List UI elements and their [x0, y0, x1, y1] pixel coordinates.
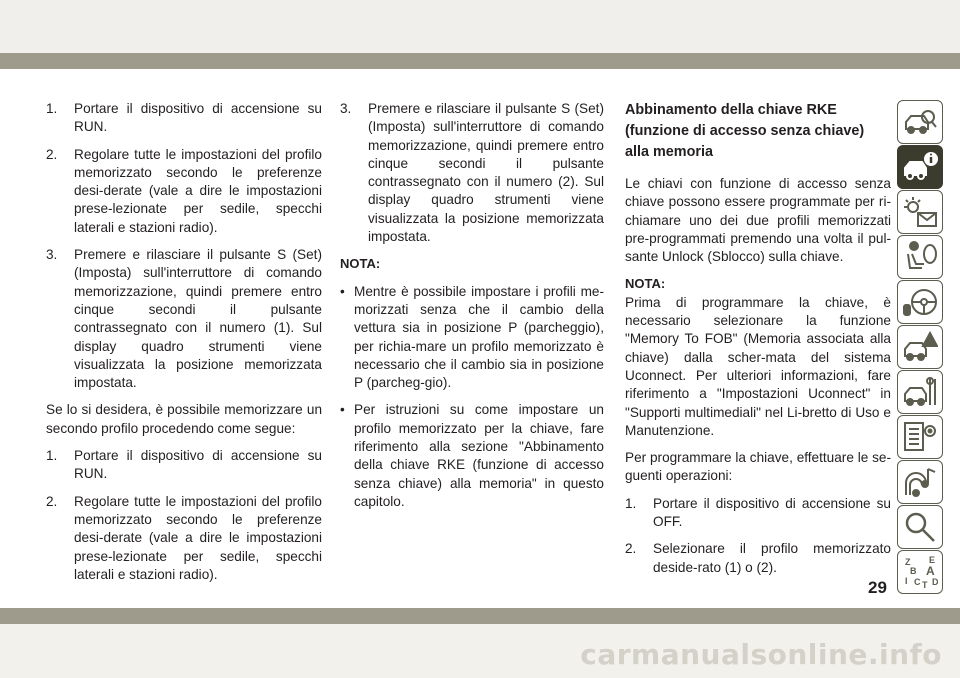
- step-text: Portare il dispositivo di accensione su RUN.: [74, 448, 322, 482]
- section-heading: Abbinamento della chiave RKE (funzione di accesso senza chiave) alla memoria: [625, 102, 865, 160]
- step-item: [625, 540, 891, 577]
- tab-search[interactable]: [897, 505, 943, 549]
- steps-list-b: [46, 447, 322, 584]
- tab-car-tools[interactable]: [897, 370, 943, 414]
- step-item: [46, 447, 322, 484]
- multimedia-icon: [902, 465, 938, 499]
- index-letter: T: [922, 580, 928, 589]
- step-number: 2.: [625, 541, 637, 557]
- bullet-item: [340, 401, 604, 511]
- step-item: [625, 495, 891, 532]
- bullet-mark: •: [340, 402, 345, 418]
- steering-wheel-icon: [902, 285, 938, 319]
- paragraph: Le chiavi con funzione di accesso senza chiave possono essere programmate per ri-chiamare uno dei due profili memorizzati pre-programmati premendo una volta il pul-sante Unlock (Sblocco) sulla chiave.: [625, 176, 891, 265]
- note-title: NOTA:: [625, 276, 666, 292]
- steps-list-a: [46, 100, 322, 392]
- header-rule: [0, 53, 960, 69]
- bullet-item: [340, 283, 604, 393]
- footer-rule: [0, 608, 960, 624]
- tab-car-search[interactable]: [897, 100, 943, 144]
- column-middle: [340, 100, 604, 520]
- tab-light-message[interactable]: [897, 190, 943, 234]
- tab-hazard-warning[interactable]: [897, 325, 943, 369]
- note-text: Prima di programmare la chiave, è necessario selezionare la funzione "Memory To FOB" (Memoria associata alla chiave) dalla scher-mata del sistema Uconnect. Per ulteriori informazioni, fare riferimento a "Impostazioni Uconnect" in "Supporti multimediali" nel Li-bretto di Uso e Manutenzione.: [625, 294, 891, 438]
- bullet-mark: •: [340, 283, 345, 299]
- step-number: 1.: [625, 495, 637, 511]
- tab-steering-wheel[interactable]: [897, 280, 943, 324]
- note-title: NOTA:: [340, 256, 381, 272]
- column-left: [46, 100, 322, 593]
- step-number: 3.: [340, 101, 352, 116]
- index-letter: I: [905, 576, 908, 586]
- step-item: [340, 100, 604, 246]
- tab-multimedia[interactable]: [897, 460, 943, 504]
- step-number: 2.: [46, 493, 58, 509]
- column-right: [625, 100, 891, 586]
- step-item: [46, 146, 322, 237]
- seat-airbag-icon: [902, 240, 938, 274]
- step-item: [46, 246, 322, 392]
- index-letter: C: [914, 577, 921, 587]
- steps-list-d: [625, 495, 891, 577]
- index-letter: A: [926, 564, 935, 578]
- step-item: [46, 100, 322, 137]
- step-number: 2.: [46, 146, 58, 162]
- hazard-warning-icon: [902, 330, 938, 364]
- step-text: Portare il dispositivo di accensione su OFF.: [653, 495, 891, 530]
- step-number: 3.: [46, 247, 58, 263]
- step-text: Regolare tutte le impostazioni del profilo memorizzato secondo le preferenze desi-derate (vale a dire le impostazioni prese-lezionate per sedile, specchi laterali e stazioni radio).: [74, 146, 322, 235]
- steps-list-c: [340, 100, 604, 246]
- list-gear-icon: [902, 420, 938, 454]
- tab-seat-airbag[interactable]: [897, 235, 943, 279]
- index-letter: D: [932, 577, 938, 587]
- step-text: Portare il dispositivo di accensione su RUN.: [74, 101, 322, 135]
- car-tools-icon: [902, 375, 938, 409]
- step-text: Premere e rilasciare il pulsante S (Set) (Imposta) sull'interruttore di comando memorizzazione, quindi premere entro cinque secondi il pulsante contrassegnato con il numero (1). Sul display quadro strumenti viene visualizzata la posizione memorizzata impostata.: [74, 247, 322, 391]
- bullet-text: Mentre è possibile impostare i profili me-morizzati senza che il cambio della vettura sia in posizione P (parcheggio), per richia-mare un profilo memorizzato è necessario che il cambio sia in posizione P (parcheg-gio).: [354, 283, 604, 391]
- index-letter: Z: [905, 557, 911, 567]
- chapter-tabs: [897, 100, 945, 595]
- step-item: [46, 493, 322, 584]
- index-letter: B: [910, 566, 917, 576]
- step-text: Regolare tutte le impostazioni del profilo memorizzato secondo le preferenze desi-derate (vale a dire le impostazioni prese-lezionate per sedile, specchi laterali e stazioni radio).: [74, 493, 322, 582]
- step-number: 1.: [46, 101, 58, 116]
- bullet-text: Per istruzioni su come impostare un profilo memorizzato per la chiave, fare riferimento alla sezione "Abbinamento della chiave RKE (funzione di accesso senza chiave) alla memoria" in questo capitolo.: [354, 402, 604, 509]
- step-text: Premere e rilasciare il pulsante S (Set) (Imposta) sull'interruttore di comando memorizzazione, quindi premere entro cinque secondi il pulsante contrassegnato con il numero (2). Sul display quadro strumenti viene visualizzata la posizione memorizzata impostata.: [368, 101, 604, 245]
- step-number: 1.: [46, 448, 58, 464]
- intro-paragraph: Se lo si desidera, è possibile memorizzare un secondo profilo procedendo come segue:: [46, 402, 322, 436]
- step-text: Selezionare il profilo memorizzato deside-rato (1) o (2).: [653, 541, 891, 575]
- note-bullets: [340, 283, 604, 512]
- light-message-icon: [902, 195, 938, 229]
- tab-index[interactable]: [897, 550, 943, 594]
- car-info-icon: [902, 150, 938, 184]
- index-letter: E: [929, 555, 936, 565]
- watermark: carmanualsonline.info: [580, 638, 942, 671]
- alphabet-index-icon: [902, 555, 938, 589]
- tab-list-gear[interactable]: [897, 415, 943, 459]
- header-band: [0, 0, 960, 53]
- page-number: 29: [868, 578, 887, 597]
- paragraph: Per programmare la chiave, effettuare le se-guenti operazioni:: [625, 450, 891, 484]
- magnifier-icon: [902, 510, 938, 544]
- car-search-icon: [902, 105, 938, 139]
- tab-car-info[interactable]: [897, 145, 943, 189]
